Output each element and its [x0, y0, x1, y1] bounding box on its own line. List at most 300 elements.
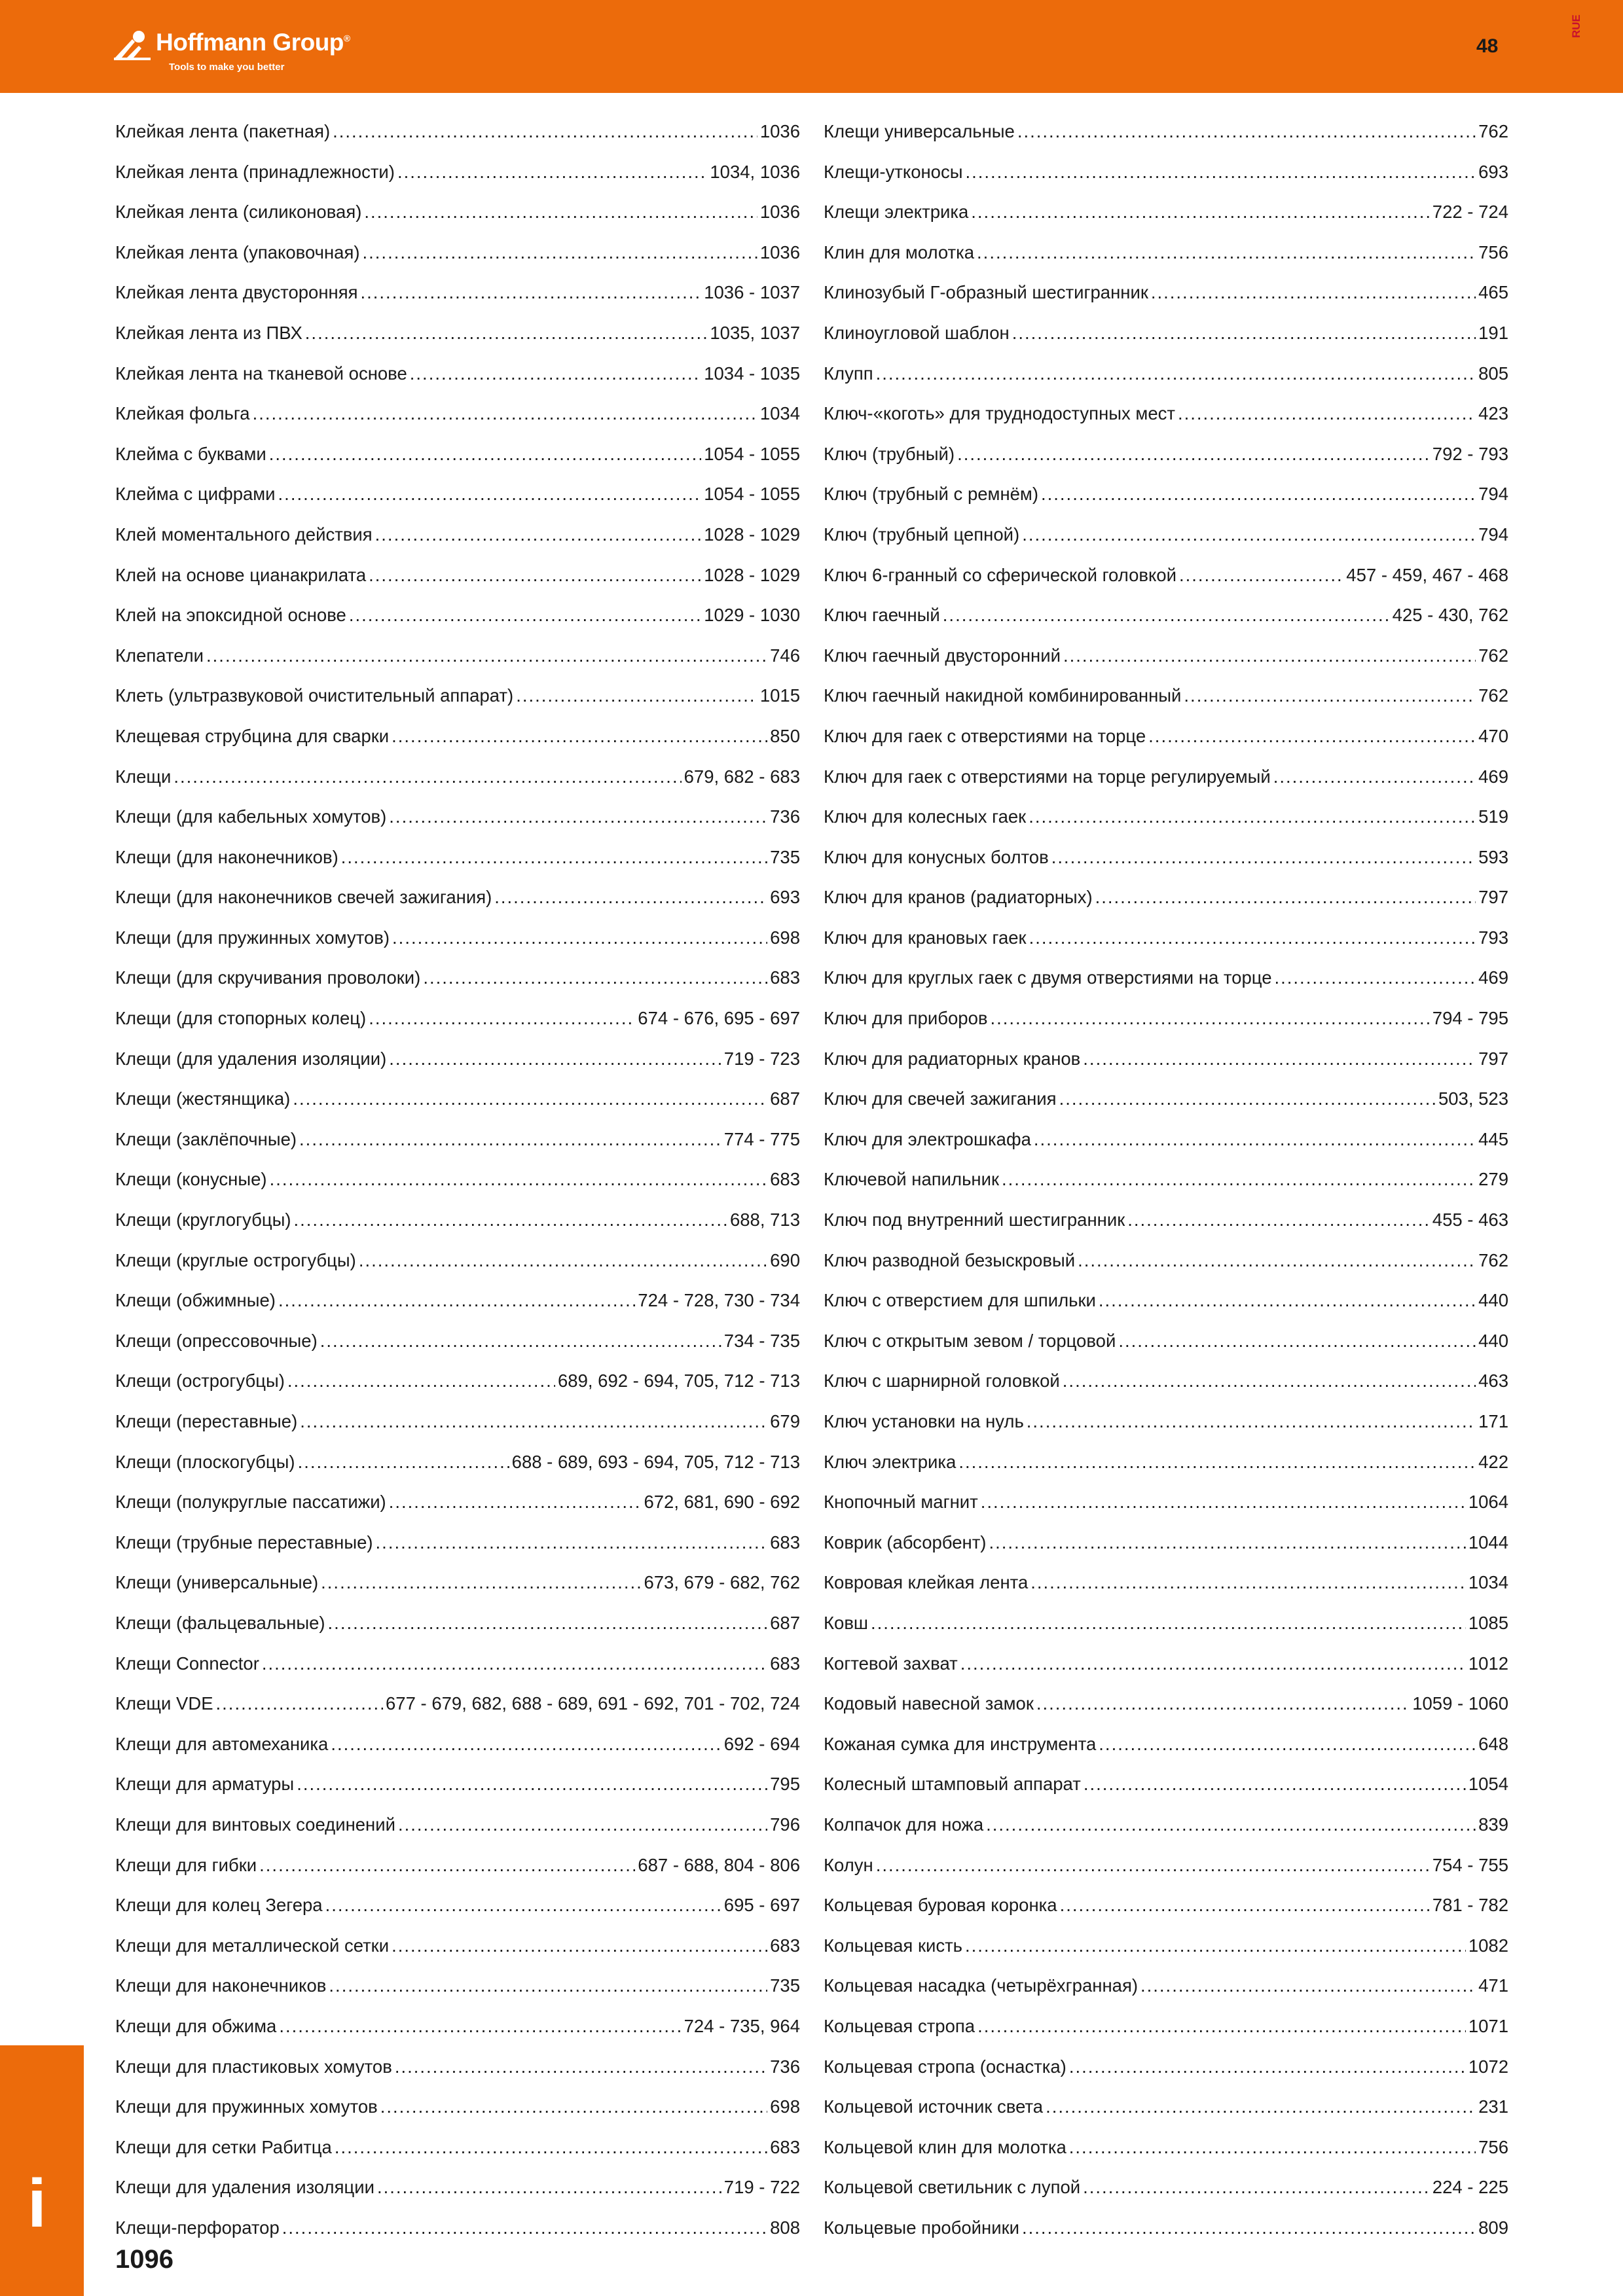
index-term: Клейкая лента из ПВХ [115, 322, 302, 343]
index-pages: 1064 [1468, 1492, 1508, 1513]
index-term: Клейкая лента (силиконовая) [115, 202, 362, 223]
index-entry [115, 716, 800, 757]
hoffmann-logo-icon [113, 27, 152, 64]
index-entry [115, 514, 800, 555]
index-pages: 279 [1478, 1169, 1508, 1190]
index-term: Кольцевая стропа [824, 2015, 976, 2036]
dot-leader [270, 1159, 768, 1200]
dot-leader [282, 2208, 767, 2248]
index-entry [115, 675, 800, 716]
dot-leader [1029, 797, 1476, 837]
index-entry [824, 353, 1508, 394]
index-entry [824, 1683, 1508, 1724]
dot-leader [392, 1926, 767, 1966]
dot-leader [398, 1804, 767, 1845]
dot-leader [1022, 514, 1476, 555]
index-pages: 440 [1478, 1290, 1508, 1311]
index-pages: 465 [1478, 282, 1508, 303]
index-term: Кольцевой источник света [824, 2096, 1044, 2117]
index-term: Ключ для свечей зажигания [824, 1088, 1057, 1109]
index-pages: 735 [770, 846, 800, 867]
index-term: Клещи (для наконечников) [115, 846, 338, 867]
dot-leader [1179, 555, 1343, 596]
index-term: Клейкая лента двусторонняя [115, 282, 358, 303]
page-header [0, 0, 1623, 93]
index-pages: 1036 [759, 202, 800, 223]
dot-leader [216, 1683, 383, 1724]
index-term: Клещи для пружинных хомутов [115, 2096, 378, 2117]
dot-leader [1027, 1401, 1476, 1442]
dot-leader [331, 1724, 721, 1765]
index-pages: 719 - 722 [723, 2177, 800, 2198]
index-pages: 722 - 724 [1432, 202, 1508, 223]
index-term: Клейма с цифрами [115, 484, 276, 505]
index-pages: 679, 682 - 683 [684, 766, 800, 787]
index-term: Кольцевые пробойники [824, 2217, 1019, 2238]
index-entry [115, 1965, 800, 2006]
index-term: Ключевой напильник [824, 1169, 999, 1190]
index-term: Ключ для кранов (радиаторных) [824, 887, 1093, 908]
index-term: Клейкая лента (упаковочная) [115, 242, 360, 262]
dot-leader [392, 716, 767, 757]
index-pages: 519 [1478, 806, 1508, 827]
index-term: Ключ (трубный) [824, 443, 955, 464]
index-entry [824, 1643, 1508, 1684]
index-pages: 224 - 225 [1432, 2177, 1508, 2198]
index-term: Клещи-утконосы [824, 161, 963, 182]
index-term: Ключ установки на нуль [824, 1411, 1024, 1431]
language-code: RUE [1570, 14, 1582, 38]
index-entry [115, 958, 800, 998]
index-term: Ключ для радиаторных кранов [824, 1048, 1081, 1069]
index-term: Коврик (абсорбент) [824, 1532, 987, 1552]
dot-leader [494, 877, 767, 918]
dot-leader [1095, 877, 1476, 918]
dot-leader [1030, 1562, 1466, 1603]
index-term: Ключ для электрошкафа [824, 1128, 1031, 1149]
index-term: Клещи для пластиковых хомутов [115, 2056, 392, 2077]
dot-leader [1273, 757, 1476, 797]
index-pages: 762 [1478, 645, 1508, 666]
index-pages: 724 - 728, 730 - 734 [638, 1290, 800, 1311]
index-term: Клещи [115, 766, 172, 787]
index-pages: 1085 [1468, 1612, 1508, 1633]
index-entry [115, 1119, 800, 1160]
index-term: Клещи для гибки [115, 1854, 257, 1875]
index-term: Клеть (ультразвуковой очистительный аппарат) [115, 685, 514, 706]
index-entry [824, 1764, 1508, 1804]
index-term: Клещи универсальные [824, 121, 1015, 141]
index-pages: 850 [770, 725, 800, 746]
dot-leader [971, 192, 1430, 232]
index-entry [115, 998, 800, 1039]
dot-leader [299, 1119, 721, 1160]
index-term: Клещи (плоскогубцы) [115, 1451, 295, 1472]
dot-leader [361, 272, 702, 313]
page-number: 1096 [115, 2245, 173, 2274]
index-term: Ключ под внутренний шестигранник [824, 1210, 1125, 1230]
index-pages: 794 [1478, 524, 1508, 545]
index-term: Ключ с отверстием для шпильки [824, 1290, 1096, 1311]
index-entry [115, 272, 800, 313]
dot-leader [375, 514, 702, 555]
index-entry [115, 232, 800, 273]
index-pages: 455 - 463 [1432, 1210, 1508, 1230]
index-term: Клещи для наконечников [115, 1975, 327, 1996]
index-entry [824, 837, 1508, 878]
index-term: Кольцевая буровая коронка [824, 1895, 1057, 1916]
index-term: Клин для молотка [824, 242, 975, 262]
index-term: Клещи (для наконечников свечей зажигания) [115, 887, 492, 908]
dot-leader [1275, 958, 1476, 998]
index-term: Ковровая клейкая лента [824, 1572, 1029, 1593]
index-pages: 687 - 688, 804 - 806 [638, 1854, 800, 1875]
index-term: Клещи для удаления изоляции [115, 2177, 374, 2198]
index-term: Клещи для автомеханика [115, 1733, 329, 1754]
section-page-number: 48 [1476, 35, 1499, 57]
index-entry [824, 555, 1508, 596]
index-entry [115, 1159, 800, 1200]
index-entry [824, 877, 1508, 918]
dot-leader [395, 2047, 767, 2087]
index-pages: 683 [770, 1935, 800, 1956]
index-entry [115, 313, 800, 353]
index-pages: 695 - 697 [723, 1895, 800, 1916]
index-entry [824, 1159, 1508, 1200]
dot-leader [1083, 1039, 1476, 1079]
index-entry [115, 1079, 800, 1119]
dot-leader [990, 998, 1429, 1039]
index-entry [824, 514, 1508, 555]
index-pages: 1072 [1468, 2056, 1508, 2077]
dot-leader [989, 1522, 1465, 1563]
index-pages: 503, 523 [1438, 1088, 1508, 1109]
index-term: Колун [824, 1854, 873, 1875]
index-pages: 683 [770, 1169, 800, 1190]
index-entry [115, 1845, 800, 1886]
index-term: Клещи (универсальные) [115, 1572, 319, 1593]
index-term: Клещи VDE [115, 1693, 213, 1714]
index-entry [115, 2087, 800, 2127]
index-term: Клещи для винтовых соединений [115, 1814, 395, 1835]
index-entry [115, 1683, 800, 1724]
index-entry [824, 1965, 1508, 2006]
index-term: Клиноугловой шаблон [824, 322, 1010, 343]
dot-leader [1140, 1965, 1476, 2006]
index-pages: 692 - 694 [723, 1733, 800, 1754]
index-term: Кольцевая насадка (четырёхгранная) [824, 1975, 1138, 1996]
index-term: Клещи (для удаления изоляции) [115, 1048, 387, 1069]
dot-leader [977, 2006, 1466, 2047]
index-entry [824, 1321, 1508, 1361]
brand-name: Hoffmann Group® [156, 29, 350, 56]
index-pages: 688 - 689, 693 - 694, 705, 712 - 713 [511, 1451, 800, 1472]
index-term: Ковш [824, 1612, 868, 1633]
index-term: Ключ гаечный двусторонний [824, 645, 1061, 666]
index-pages: 1028 - 1029 [704, 524, 800, 545]
dot-leader [380, 2087, 767, 2127]
index-term: Клей на основе цианакрилата [115, 564, 367, 585]
index-term: Клещи (круглогубцы) [115, 1210, 291, 1230]
dot-leader [986, 1804, 1476, 1845]
index-entry [824, 1200, 1508, 1240]
dot-leader [369, 998, 635, 1039]
index-pages: 796 [770, 1814, 800, 1835]
index-term: Клещи (фальцевальные) [115, 1612, 325, 1633]
index-pages: 1071 [1468, 2015, 1508, 2036]
index-entry [824, 1280, 1508, 1321]
index-pages: 762 [1478, 121, 1508, 141]
index-entry [115, 1804, 800, 1845]
index-term: Ключ электрика [824, 1451, 957, 1472]
index-term: Когтевой захват [824, 1653, 958, 1674]
index-entry [115, 1401, 800, 1442]
index-entry [824, 757, 1508, 797]
index-term: Клещи (для кабельных хомутов) [115, 806, 387, 827]
dot-leader [300, 1401, 767, 1442]
index-term: Ключ для гаек с отверстиями на торце регулируемый [824, 766, 1271, 787]
dot-leader [958, 1442, 1476, 1482]
index-pages: 1034 - 1035 [704, 363, 800, 384]
dot-leader [1118, 1321, 1476, 1361]
dot-leader [1063, 1361, 1476, 1401]
dot-leader [1063, 636, 1476, 676]
index-pages: 793 [1478, 927, 1508, 948]
index-term: Ключ для круглых гаек с двумя отверстиями на торце [824, 967, 1272, 988]
index-pages: 1054 - 1055 [704, 484, 800, 505]
dot-leader [965, 1926, 1466, 1966]
index-pages: 690 [770, 1249, 800, 1270]
index-entry [115, 757, 800, 797]
index-term: Клещи (конусные) [115, 1169, 267, 1190]
index-entry [824, 2127, 1508, 2168]
index-pages: 781 - 782 [1432, 1895, 1508, 1916]
index-pages: 839 [1478, 1814, 1508, 1835]
index-entry [115, 2208, 800, 2248]
index-pages: 673, 679 - 682, 762 [644, 1572, 800, 1593]
index-term: Клейма с буквами [115, 443, 266, 464]
index-entry [115, 152, 800, 192]
index-entry [824, 1079, 1508, 1119]
dot-leader [1127, 1200, 1430, 1240]
dot-leader [1099, 1280, 1476, 1321]
index-term: Клещи (круглые острогубцы) [115, 1249, 356, 1270]
index-term: Ключ-«коготь» для труднодоступных мест [824, 403, 1175, 424]
index-entry [115, 2167, 800, 2208]
index-pages: 735 [770, 1975, 800, 1996]
index-entry [824, 1240, 1508, 1281]
index-pages: 679 [770, 1411, 800, 1431]
index-entry [824, 1804, 1508, 1845]
index-entry [115, 474, 800, 514]
index-entry [824, 998, 1508, 1039]
dot-leader [981, 1482, 1466, 1522]
dot-leader [1046, 2087, 1476, 2127]
index-entry [115, 1200, 800, 1240]
index-term: Ключ для конусных болтов [824, 846, 1049, 867]
index-pages: 756 [1478, 2136, 1508, 2157]
index-entry [115, 1280, 800, 1321]
index-term: Клещи для колец Зегера [115, 1895, 323, 1916]
index-entry [824, 636, 1508, 676]
index-term: Колпачок для ножа [824, 1814, 984, 1835]
index-entry [824, 1562, 1508, 1603]
index-pages: 1034 [759, 403, 800, 424]
index-entry [824, 393, 1508, 434]
index-term: Ключ для приборов [824, 1008, 988, 1029]
dot-leader [173, 757, 681, 797]
index-term: Клещи (для стопорных колец) [115, 1008, 367, 1029]
index-term: Ключ гаечный [824, 605, 940, 626]
index-entry [115, 1321, 800, 1361]
dot-leader [349, 595, 701, 636]
index-entry [115, 1603, 800, 1643]
index-pages: 736 [770, 2056, 800, 2077]
index-entry [824, 1926, 1508, 1966]
index-entry [115, 1643, 800, 1684]
dot-leader [1034, 1119, 1476, 1160]
dot-leader [278, 1280, 635, 1321]
index-term: Клепатели [115, 645, 204, 666]
dot-leader [1069, 2127, 1476, 2168]
index-entry [824, 313, 1508, 353]
index-entry [824, 1361, 1508, 1401]
dot-leader [1060, 1885, 1430, 1926]
index-entry [115, 918, 800, 958]
dot-leader [377, 2167, 721, 2208]
index-entry [115, 2127, 800, 2168]
index-pages: 683 [770, 967, 800, 988]
index-entry [115, 595, 800, 636]
dot-leader [253, 393, 757, 434]
index-term: Клещи (для скручивания проволоки) [115, 967, 421, 988]
dot-leader [960, 1643, 1466, 1684]
index-entry [824, 272, 1508, 313]
dot-leader [423, 958, 767, 998]
index-pages: 689, 692 - 694, 705, 712 - 713 [557, 1371, 800, 1391]
index-entry [824, 675, 1508, 716]
dot-leader [1184, 675, 1476, 716]
index-pages: 470 [1478, 725, 1508, 746]
dot-leader [943, 595, 1390, 636]
index-term: Клещи Connector [115, 1653, 259, 1674]
index-term: Ключ для крановых гаек [824, 927, 1027, 948]
index-pages: 445 [1478, 1128, 1508, 1149]
index-pages: 734 - 735 [723, 1330, 800, 1351]
index-term: Клещи (обжимные) [115, 1290, 276, 1311]
index-entry [115, 1039, 800, 1079]
index-entry [824, 1442, 1508, 1482]
dot-leader [333, 111, 757, 152]
index-entry [824, 1401, 1508, 1442]
info-icon: i [27, 2166, 46, 2242]
index-pages: 1082 [1468, 1935, 1508, 1956]
index-pages: 171 [1478, 1411, 1508, 1431]
index-term: Ключ (трубный цепной) [824, 524, 1020, 545]
index-term: Ключ с шарнирной головкой [824, 1371, 1060, 1391]
dot-leader [1041, 474, 1476, 514]
index-entry [824, 192, 1508, 232]
dot-leader [298, 1442, 509, 1482]
index-entry [824, 2006, 1508, 2047]
index-term: Кольцевой светильник с лупой [824, 2177, 1081, 2198]
dot-leader [1148, 716, 1476, 757]
index-pages: 469 [1478, 967, 1508, 988]
index-entry [115, 2006, 800, 2047]
dot-leader [1151, 272, 1476, 313]
index-term: Клещи для металлической сетки [115, 1935, 390, 1956]
dot-leader [369, 555, 701, 596]
index-pages: 762 [1478, 685, 1508, 706]
index-pages: 677 - 679, 682, 688 - 689, 691 - 692, 701 - 702, 724 [386, 1693, 800, 1714]
index-pages: 698 [770, 2096, 800, 2117]
dot-leader [957, 434, 1430, 475]
index-pages: 1036 - 1037 [704, 282, 800, 303]
index-entry [824, 1845, 1508, 1886]
index-entry [115, 1442, 800, 1482]
index-pages: 795 [770, 1774, 800, 1795]
dot-leader [397, 152, 707, 192]
index-term: Клещи (жестянщика) [115, 1088, 291, 1109]
index-pages: 1044 [1468, 1532, 1508, 1552]
index-pages: 672, 681, 690 - 692 [644, 1492, 800, 1513]
index-entry [115, 1522, 800, 1563]
dot-leader [1178, 393, 1476, 434]
dot-leader [305, 313, 708, 353]
dot-leader [965, 152, 1476, 192]
index-term: Ключ 6-гранный со сферической головкой [824, 564, 1176, 585]
dot-leader [329, 1965, 767, 2006]
index-pages: 1036 [759, 121, 800, 141]
dot-leader [871, 1603, 1466, 1643]
index-pages: 648 [1478, 1733, 1508, 1754]
dot-leader [297, 1764, 767, 1804]
index-entry [824, 2167, 1508, 2208]
index-entry [115, 877, 800, 918]
index-entry [115, 393, 800, 434]
dot-leader [376, 1522, 768, 1563]
dot-leader [392, 918, 767, 958]
index-term: Клещи (острогубцы) [115, 1371, 285, 1391]
index-term: Клещи для сетки Рабитца [115, 2136, 332, 2157]
index-pages: 719 - 723 [723, 1048, 800, 1069]
index-entry [824, 1724, 1508, 1765]
index-term: Клещи (трубные переставные) [115, 1532, 373, 1552]
index-pages: 746 [770, 645, 800, 666]
dot-leader [269, 434, 701, 475]
index-term: Ключ гаечный накидной комбинированный [824, 685, 1182, 706]
index-pages: 805 [1478, 363, 1508, 384]
index-term: Клейкая лента (принадлежности) [115, 161, 395, 182]
index-pages: 440 [1478, 1330, 1508, 1351]
index-pages: 754 - 755 [1432, 1854, 1508, 1875]
index-pages: 471 [1478, 1975, 1508, 1996]
dot-leader [1083, 2167, 1430, 2208]
index-term: Клейкая фольга [115, 403, 250, 424]
dot-leader [328, 1603, 768, 1643]
index-pages: 1012 [1468, 1653, 1508, 1674]
index-entry [115, 1926, 800, 1966]
index-term: Клещи (переставные) [115, 1411, 298, 1431]
index-pages: 687 [770, 1612, 800, 1633]
index-pages: 1034 [1468, 1572, 1508, 1593]
dot-leader [1078, 1240, 1476, 1281]
index-pages: 724 - 735, 964 [684, 2015, 800, 2036]
index-term: Клещи (заклёпочные) [115, 1128, 297, 1149]
dot-leader [1017, 111, 1476, 152]
index-entry [115, 555, 800, 596]
index-pages: 774 - 775 [723, 1128, 800, 1149]
